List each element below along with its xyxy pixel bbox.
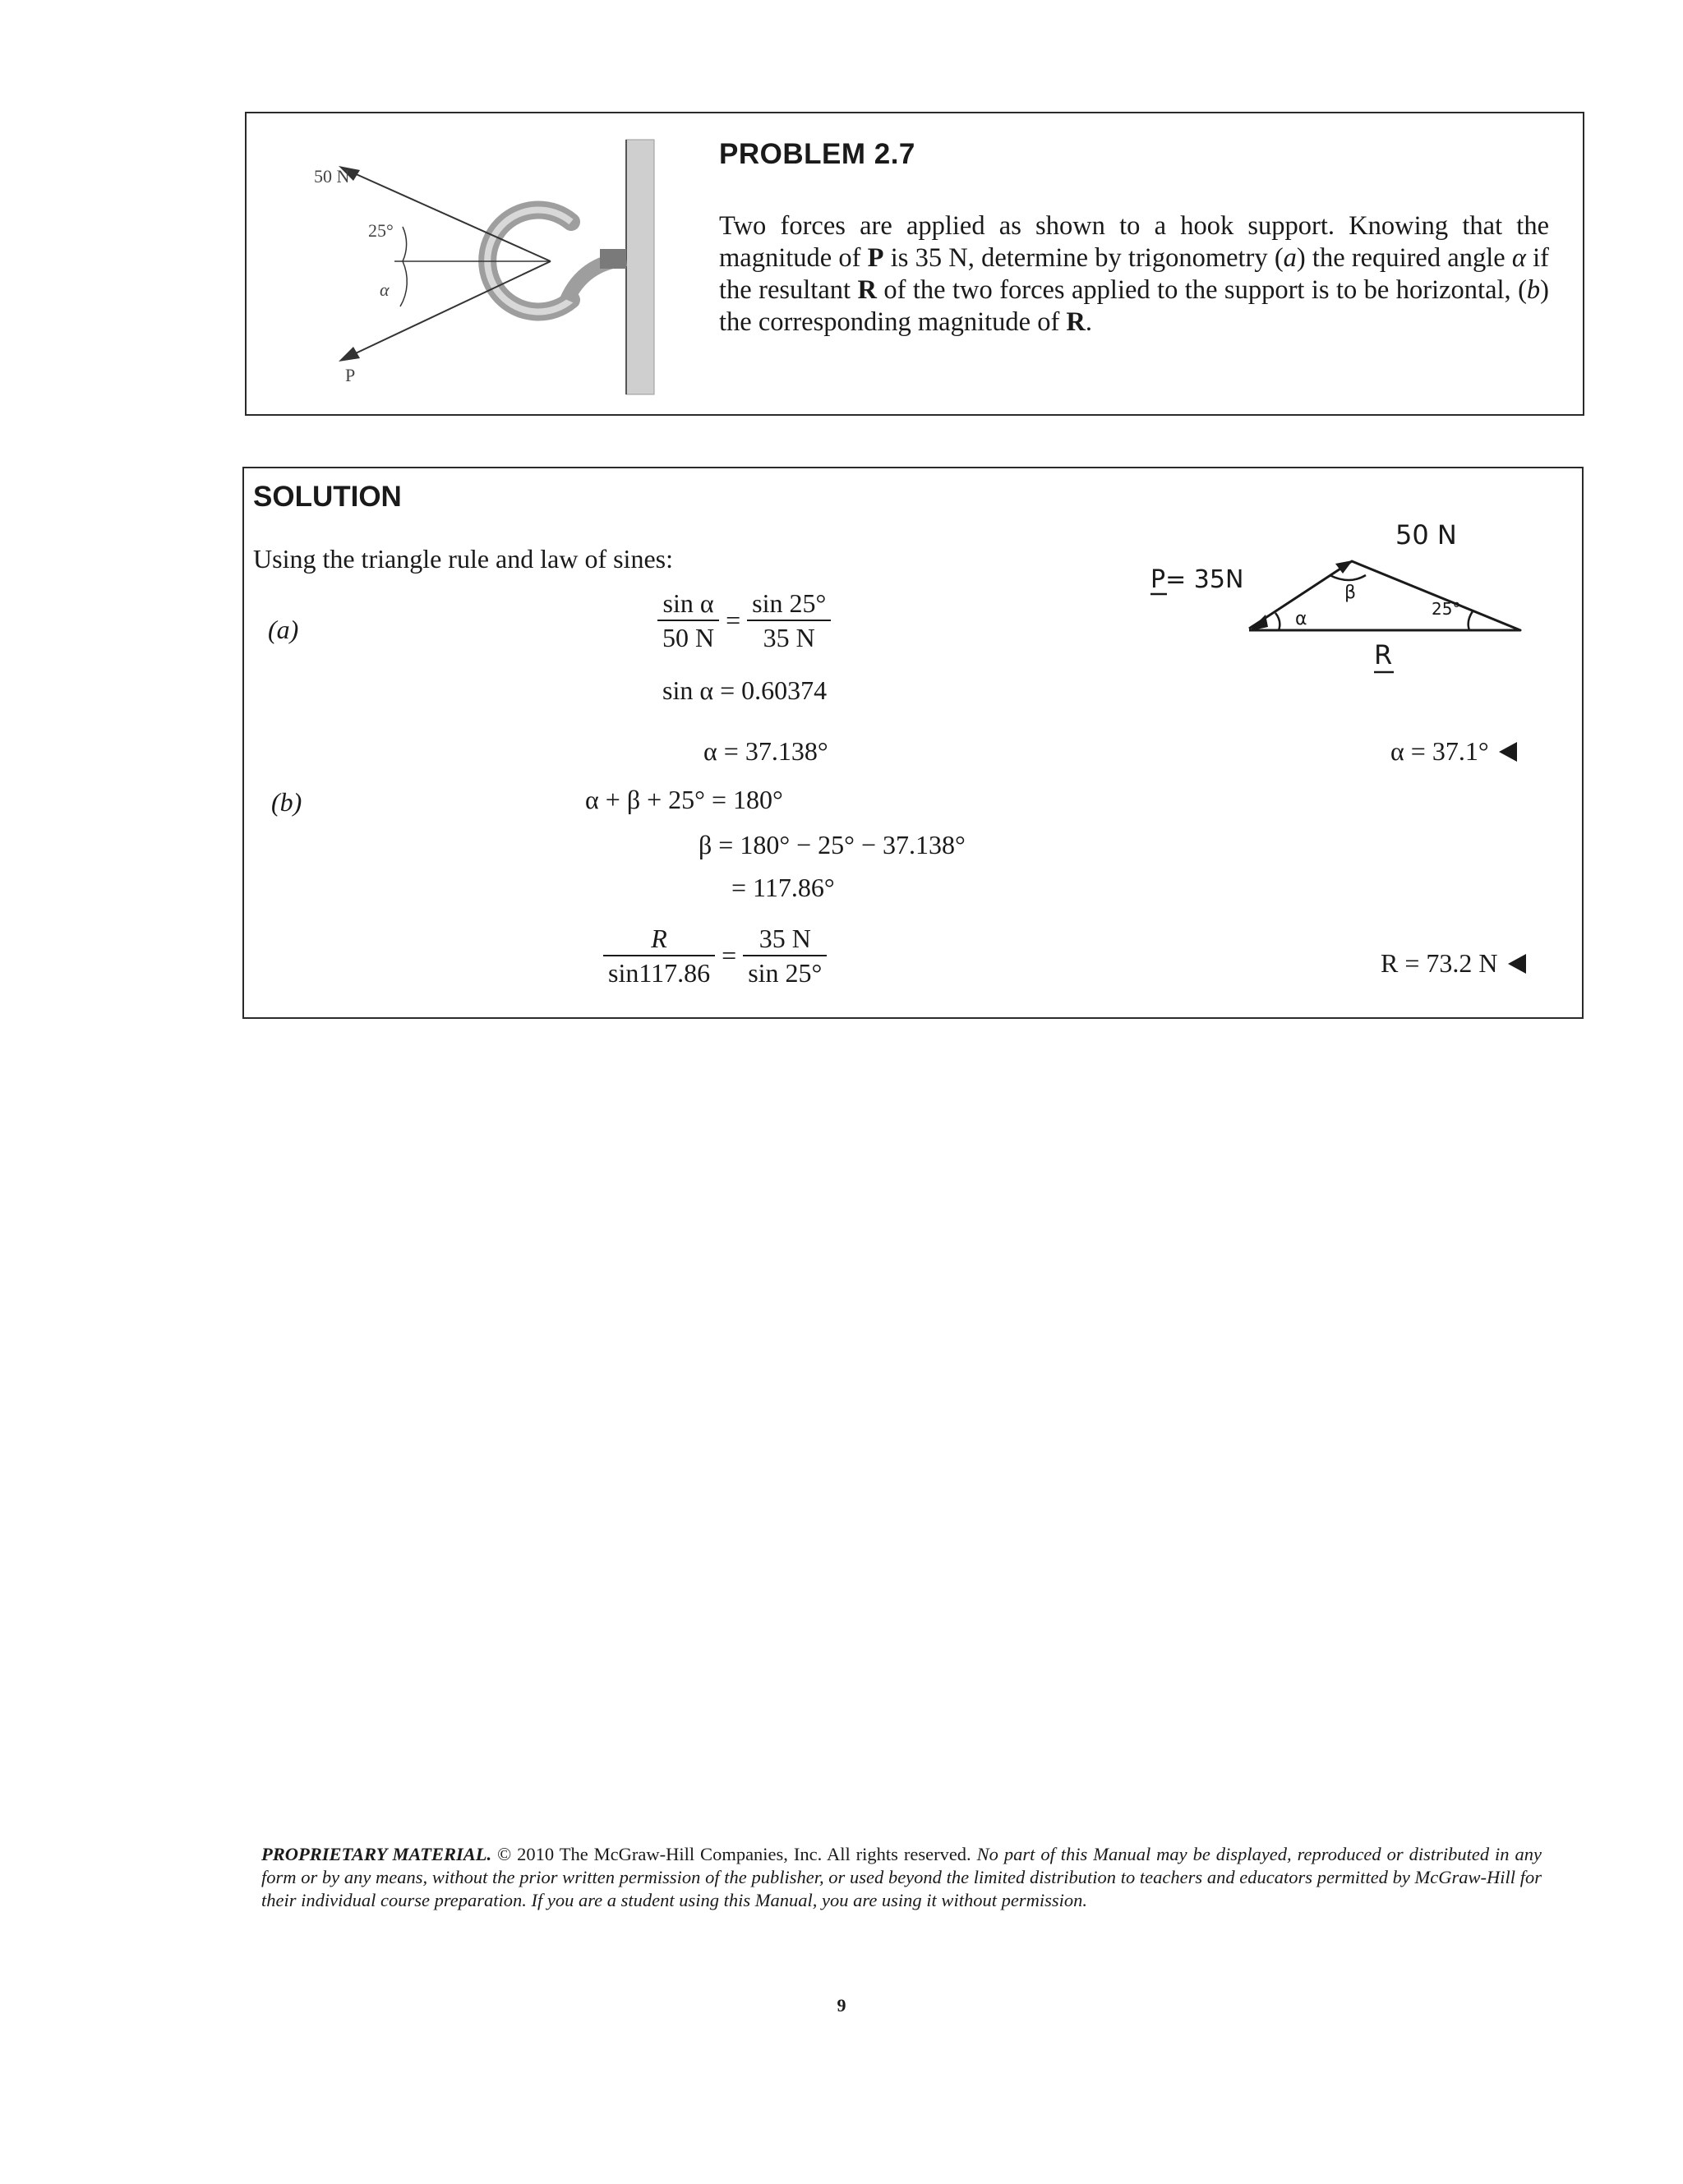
part-b-beta-expr: β = 180° − 25° − 37.138° bbox=[699, 830, 966, 859]
problem-title: PROBLEM 2.7 bbox=[719, 138, 915, 170]
part-b-law-of-sines: $\frac{R}{\sin 117.86}$ = $\frac{35 N}{\sin 25^\circ}$ bbox=[603, 924, 827, 988]
sketch-label-50n: 50 N bbox=[1395, 519, 1457, 551]
part-a-sin-alpha: sin α = 0.60374 bbox=[662, 675, 828, 705]
solution-intro: Using the triangle rule and law of sines: bbox=[253, 544, 673, 574]
part-a-alpha-value: α = 37.138° bbox=[703, 736, 828, 766]
sketch-label-p: P= 35N bbox=[1150, 565, 1244, 594]
part-a-law-of-sines: $\frac{\text{sin α}}{50 N}$ = $\frac{\sin 25^\circ}{35 N}$ bbox=[657, 588, 831, 652]
angle-bottom-label: α bbox=[380, 279, 390, 300]
page-number: 9 bbox=[837, 1995, 846, 2016]
sketch-label-r: R bbox=[1374, 639, 1393, 670]
problem-statement: Two forces are applied as shown to a hook support. Knowing that the magnitude of P is 35 N, determine by trigonometry (a) the required angle α if the resultant R of the two forces applied to the support is to be horizontal, (b) the corresponding magnitude of R. bbox=[719, 211, 1550, 337]
part-b-answer: R = 73.2 N bbox=[1381, 948, 1526, 979]
hook-support-figure bbox=[296, 131, 674, 403]
answer-marker-icon bbox=[1508, 954, 1526, 974]
force-triangle-sketch bbox=[1134, 509, 1545, 707]
sketch-label-angle: 25° bbox=[1432, 599, 1461, 619]
part-b-beta-value: = 117.86° bbox=[731, 873, 835, 902]
force-top-label: 50 N bbox=[314, 166, 350, 187]
sketch-label-beta: β bbox=[1344, 583, 1357, 603]
sketch-label-alpha: α bbox=[1295, 609, 1307, 629]
part-a-label: (a) bbox=[268, 615, 299, 644]
wall bbox=[626, 140, 654, 394]
angle-top-label: 25° bbox=[368, 220, 394, 241]
part-b-label: (b) bbox=[271, 787, 302, 817]
part-a-answer: α = 37.1° bbox=[1390, 736, 1517, 767]
part-b-angle-sum: α + β + 25° = 180° bbox=[585, 785, 783, 814]
copyright-footer: PROPRIETARY MATERIAL. © 2010 The McGraw-Hill Companies, Inc. All rights reserved. No part of this Manual may be displayed, reproduced or distributed in any form or by any means, without the prior written permission of the publisher, or used beyond the limited distribution to teachers and educators permitted by McGraw-Hill for their individual course preparation. If you are a student using this Manual, you are using it without permission. bbox=[261, 1844, 1542, 1910]
solution-title: SOLUTION bbox=[253, 481, 402, 513]
answer-marker-icon bbox=[1499, 742, 1517, 762]
force-bottom-label: P bbox=[345, 365, 356, 385]
